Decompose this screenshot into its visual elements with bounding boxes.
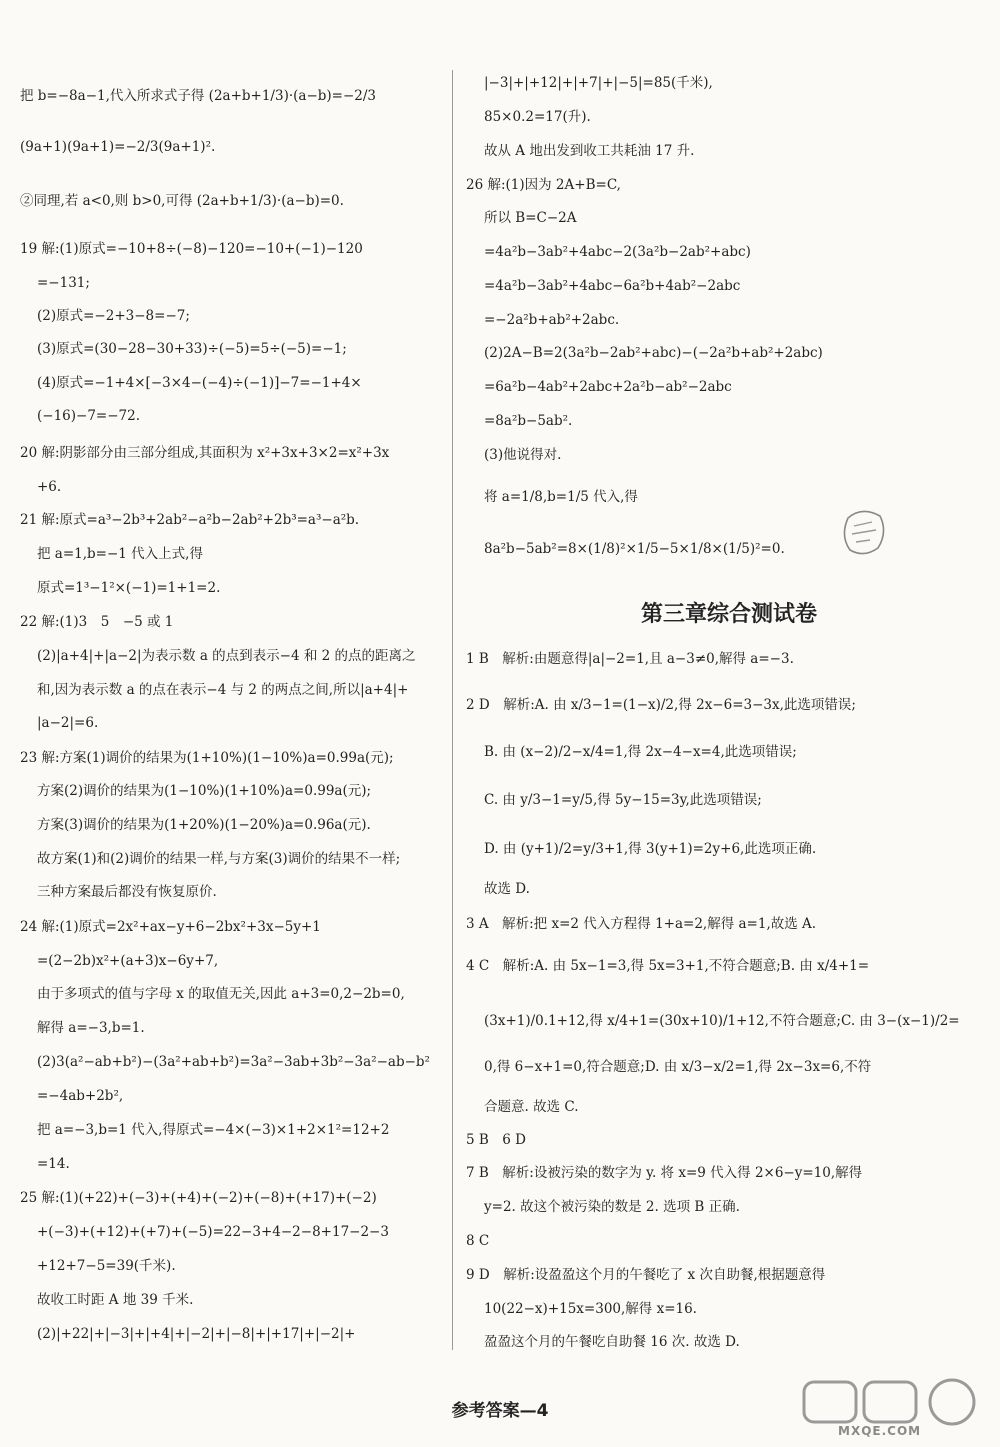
answer-line: 把 b=−8a−1,代入所求式子得 (2a+b+1/3)·(a−b)=−2/3 [20, 88, 377, 104]
answer-line: 7 B 解析:设被污染的数字为 y. 将 x=9 代入得 2×6−y=10,解得 [466, 1165, 863, 1181]
answer-line: (3)原式=(30−28−30+33)÷(−5)=5÷(−5)=−1; [37, 341, 347, 357]
answer-line: |−3|+|+12|+|+7|+|−5|=85(千米), [484, 75, 713, 91]
section-title: 第三章综合测试卷 [640, 602, 817, 627]
answer-line: +6. [37, 479, 62, 495]
answer-line: 21 解:原式=a³−2b³+2ab²−a²b−2ab²+2b³=a³−a²b. [20, 512, 360, 528]
answer-line: (−16)−7=−72. [37, 408, 141, 424]
answer-line: C. 由 y/3−1=y/5,得 5y−15=3y,此选项错误; [484, 792, 762, 808]
answer-line: =6a²b−4ab²+2abc+2a²b−ab²−2abc [484, 379, 732, 395]
answer-line: B. 由 (x−2)/2−x/4=1,得 2x−4−x=4,此选项错误; [484, 744, 797, 760]
answer-line: =−2a²b+ab²+2abc. [484, 312, 620, 328]
answer-line: 20 解:阴影部分由三部分组成,其面积为 x²+3x+3×2=x²+3x [20, 445, 390, 461]
answer-line: 原式=1³−1²×(−1)=1+1=2. [37, 580, 221, 596]
answer-line: 26 解:(1)因为 2A+B=C, [466, 177, 621, 193]
answer-line: +(−3)+(+12)+(+7)+(−5)=22−3+4−2−8+17−2−3 [37, 1224, 389, 1240]
answer-line: 盈盈这个月的午餐吃自助餐 16 次. 故选 D. [484, 1334, 740, 1350]
answer-line: 22 解:(1)3 5 −5 或 1 [20, 614, 174, 630]
answer-line: =14. [37, 1156, 70, 1172]
answer-line: =(2−2b)x²+(a+3)x−6y+7, [37, 953, 219, 969]
answer-line: =−4ab+2b², [37, 1088, 124, 1104]
answer-line: =−131; [37, 275, 90, 291]
answer-line: 19 解:(1)原式=−10+8÷(−8)−120=−10+(−1)−120 [20, 241, 363, 257]
answer-line: 9 D 解析:设盈盈这个月的午餐吃了 x 次自助餐,根据题意得 [466, 1267, 826, 1283]
answer-line: 方案(3)调价的结果为(1+20%)(1−20%)a=0.96a(元). [37, 817, 371, 833]
answer-line: 合题意. 故选 C. [484, 1099, 579, 1115]
answer-line: 将 a=1/8,b=1/5 代入,得 [484, 489, 638, 505]
answer-line: 4 C 解析:A. 由 5x−1=3,得 5x=3+1,不符合题意;B. 由 x/4+1= [466, 958, 870, 974]
answer-line: 所以 B=C−2A [484, 210, 577, 226]
answer-line: (2)2A−B=2(3a²b−2ab²+abc)−(−2a²b+ab²+2abc) [484, 345, 823, 361]
answer-line: ②同理,若 a<0,则 b>0,可得 (2a+b+1/3)·(a−b)=0. [20, 193, 344, 209]
answer-line: 2 D 解析:A. 由 x/3−1=(1−x)/2,得 2x−6=3−3x,此选项错误; [466, 697, 856, 713]
answer-line: (2)|a+4|+|a−2|为表示数 a 的点到表示−4 和 2 的点的距离之 [37, 648, 416, 664]
answer-line: 24 解:(1)原式=2x²+ax−y+6−2bx²+3x−5y+1 [20, 919, 321, 935]
answer-line: (3)他说得对. [484, 447, 562, 463]
answer-line: (4)原式=−1+4×[−3×4−(−4)÷(−1)]−7=−1+4× [37, 375, 362, 391]
answer-line: 故从 A 地出发到收工共耗油 17 升. [484, 143, 695, 159]
answer-line: 8 C [466, 1233, 490, 1249]
answer-line: 1 B 解析:由题意得|a|−2=1,且 a−3≠0,解得 a=−3. [466, 651, 794, 667]
answer-line: (2)|+22|+|−3|+|+4|+|−2|+|−8|+|+17|+|−2|+ [37, 1326, 356, 1342]
answer-line: 8a²b−5ab²=8×(1/8)²×1/5−5×1/8×(1/5)²=0. [484, 541, 785, 557]
answer-line: |a−2|=6. [37, 715, 99, 731]
answer-line: =4a²b−3ab²+4abc−6a²b+4ab²−2abc [484, 278, 741, 294]
answer-line: =8a²b−5ab². [484, 413, 573, 429]
answer-line: 10(22−x)+15x=300,解得 x=16. [484, 1301, 697, 1317]
answer-line: 把 a=−3,b=1 代入,得原式=−4×(−3)×1+2×1²=12+2 [37, 1122, 390, 1138]
answer-line: 把 a=1,b=−1 代入上式,得 [37, 546, 203, 562]
answer-line: 0,得 6−x+1=0,符合题意;D. 由 x/3−x/2=1,得 2x−3x=6,不符 [484, 1059, 872, 1075]
answer-line: 故方案(1)和(2)调价的结果一样,与方案(3)调价的结果不一样; [37, 851, 401, 867]
answer-line: 85×0.2=17(升). [484, 109, 591, 125]
stamp-doodle-icon [842, 508, 886, 558]
answer-line: 解得 a=−3,b=1. [37, 1020, 145, 1036]
column-divider [452, 70, 453, 1350]
answer-line: 23 解:方案(1)调价的结果为(1+10%)(1−10%)a=0.99a(元); [20, 750, 394, 766]
answer-line: (9a+1)(9a+1)=−2/3(9a+1)². [20, 139, 216, 155]
answer-line: y=2. 故这个被污染的数是 2. 选项 B 正确. [484, 1199, 740, 1215]
answer-line: 和,因为表示数 a 的点在表示−4 与 2 的两点之间,所以|a+4|+ [37, 682, 409, 698]
watermark-text: MXQE.COM [838, 1424, 922, 1438]
page-footer: 参考答案—4 [451, 1401, 549, 1421]
answer-line: 方案(2)调价的结果为(1−10%)(1+10%)a=0.99a(元); [37, 783, 372, 799]
answer-line: 故收工时距 A 地 39 千米. [37, 1292, 194, 1308]
answer-line: +12+7−5=39(千米). [37, 1258, 176, 1274]
answer-line: 三种方案最后都没有恢复原价. [37, 884, 217, 900]
answer-line: D. 由 (y+1)/2=y/3+1,得 3(y+1)=2y+6,此选项正确. [484, 841, 817, 857]
answer-line: =4a²b−3ab²+4abc−2(3a²b−2ab²+abc) [484, 244, 751, 260]
answer-line: 5 B 6 D [466, 1132, 527, 1148]
answer-line: 3 A 解析:把 x=2 代入方程得 1+a=2,解得 a=1,故选 A. [466, 916, 817, 932]
answer-line: 由于多项式的值与字母 x 的取值无关,因此 a+3=0,2−2b=0, [37, 986, 405, 1002]
answer-line: (2)原式=−2+3−8=−7; [37, 308, 190, 324]
answer-line: 25 解:(1)(+22)+(−3)+(+4)+(−2)+(−8)+(+17)+(−2) [20, 1190, 377, 1206]
answer-line: (3x+1)/0.1+12,得 x/4+1=(30x+10)/1+12,不符合题意;C. 由 3−(x−1)/2= [484, 1013, 960, 1029]
answer-line: (2)3(a²−ab+b²)−(3a²+ab+b²)=3a²−3ab+3b²−3a²−ab−b² [37, 1054, 430, 1070]
answer-line: 故选 D. [484, 881, 530, 897]
